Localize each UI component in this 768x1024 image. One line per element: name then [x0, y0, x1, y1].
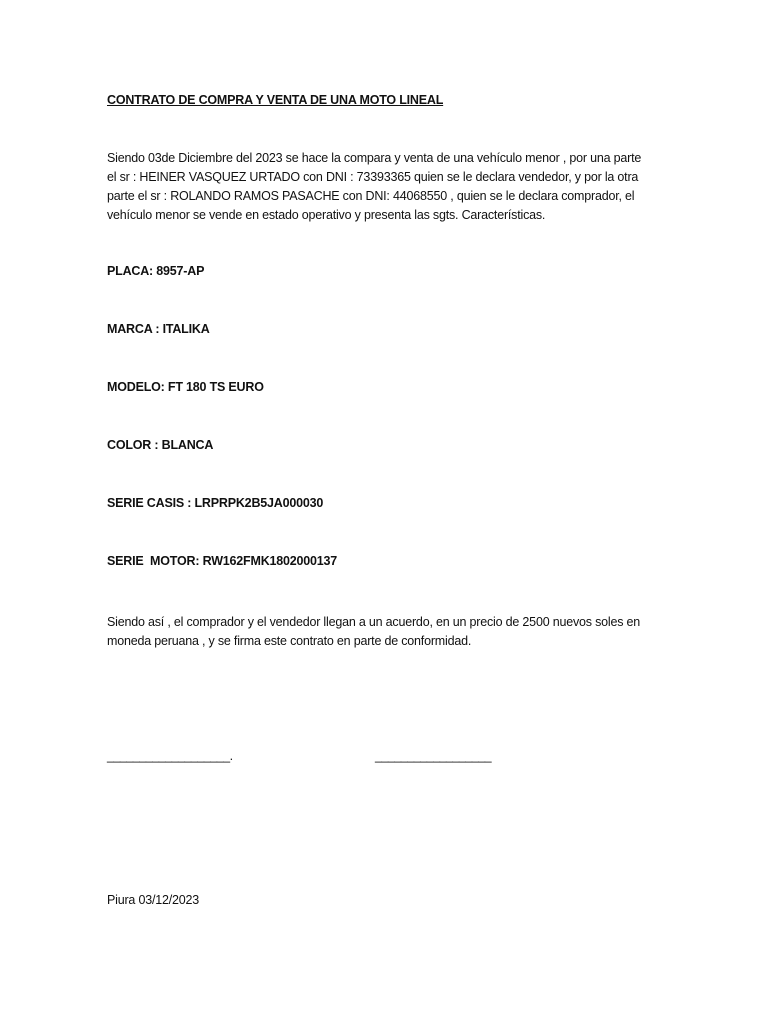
intro-line: vehículo menor se vende en estado operativo y presenta las sgts. Características.: [107, 208, 546, 222]
place-date-footer: Piura 03/12/2023: [107, 893, 200, 907]
closing-line: moneda peruana , y se firma este contrato en parte de conformidad.: [107, 634, 472, 648]
intro-line: el sr : HEINER VASQUEZ URTADO con DNI : 73393365 quien se le declara vendedor, y por la otra: [107, 170, 639, 184]
spec-marca: MARCA : ITALIKA: [107, 322, 210, 336]
intro-line: Siendo 03de Diciembre del 2023 se hace la compara y venta de una vehículo menor , por una parte: [107, 151, 642, 165]
document-title: CONTRATO DE COMPRA Y VENTA DE UNA MOTO LINEAL: [107, 93, 444, 107]
intro-paragraph: [107, 149, 667, 225]
signature-line-seller: ___________________.: [107, 749, 233, 763]
closing-line: Siendo así , el comprador y el vendedor llegan a un acuerdo, en un precio de 2500 nuevos soles en: [107, 615, 641, 629]
spec-placa: PLACA: 8957-AP: [107, 264, 205, 278]
intro-line: parte el sr : ROLANDO RAMOS PASACHE con DNI: 44068550 , quien se le declara comprador, el: [107, 189, 635, 203]
spec-serie-motor: SERIE MOTOR: RW162FMK1802000137: [107, 554, 338, 568]
spec-color: COLOR : BLANCA: [107, 438, 214, 452]
spec-modelo: MODELO: FT 180 TS EURO: [107, 380, 264, 394]
closing-paragraph: [107, 613, 667, 651]
signature-line-buyer: __________________: [375, 749, 492, 763]
spec-serie-casis: SERIE CASIS : LRPRPK2B5JA000030: [107, 496, 324, 510]
